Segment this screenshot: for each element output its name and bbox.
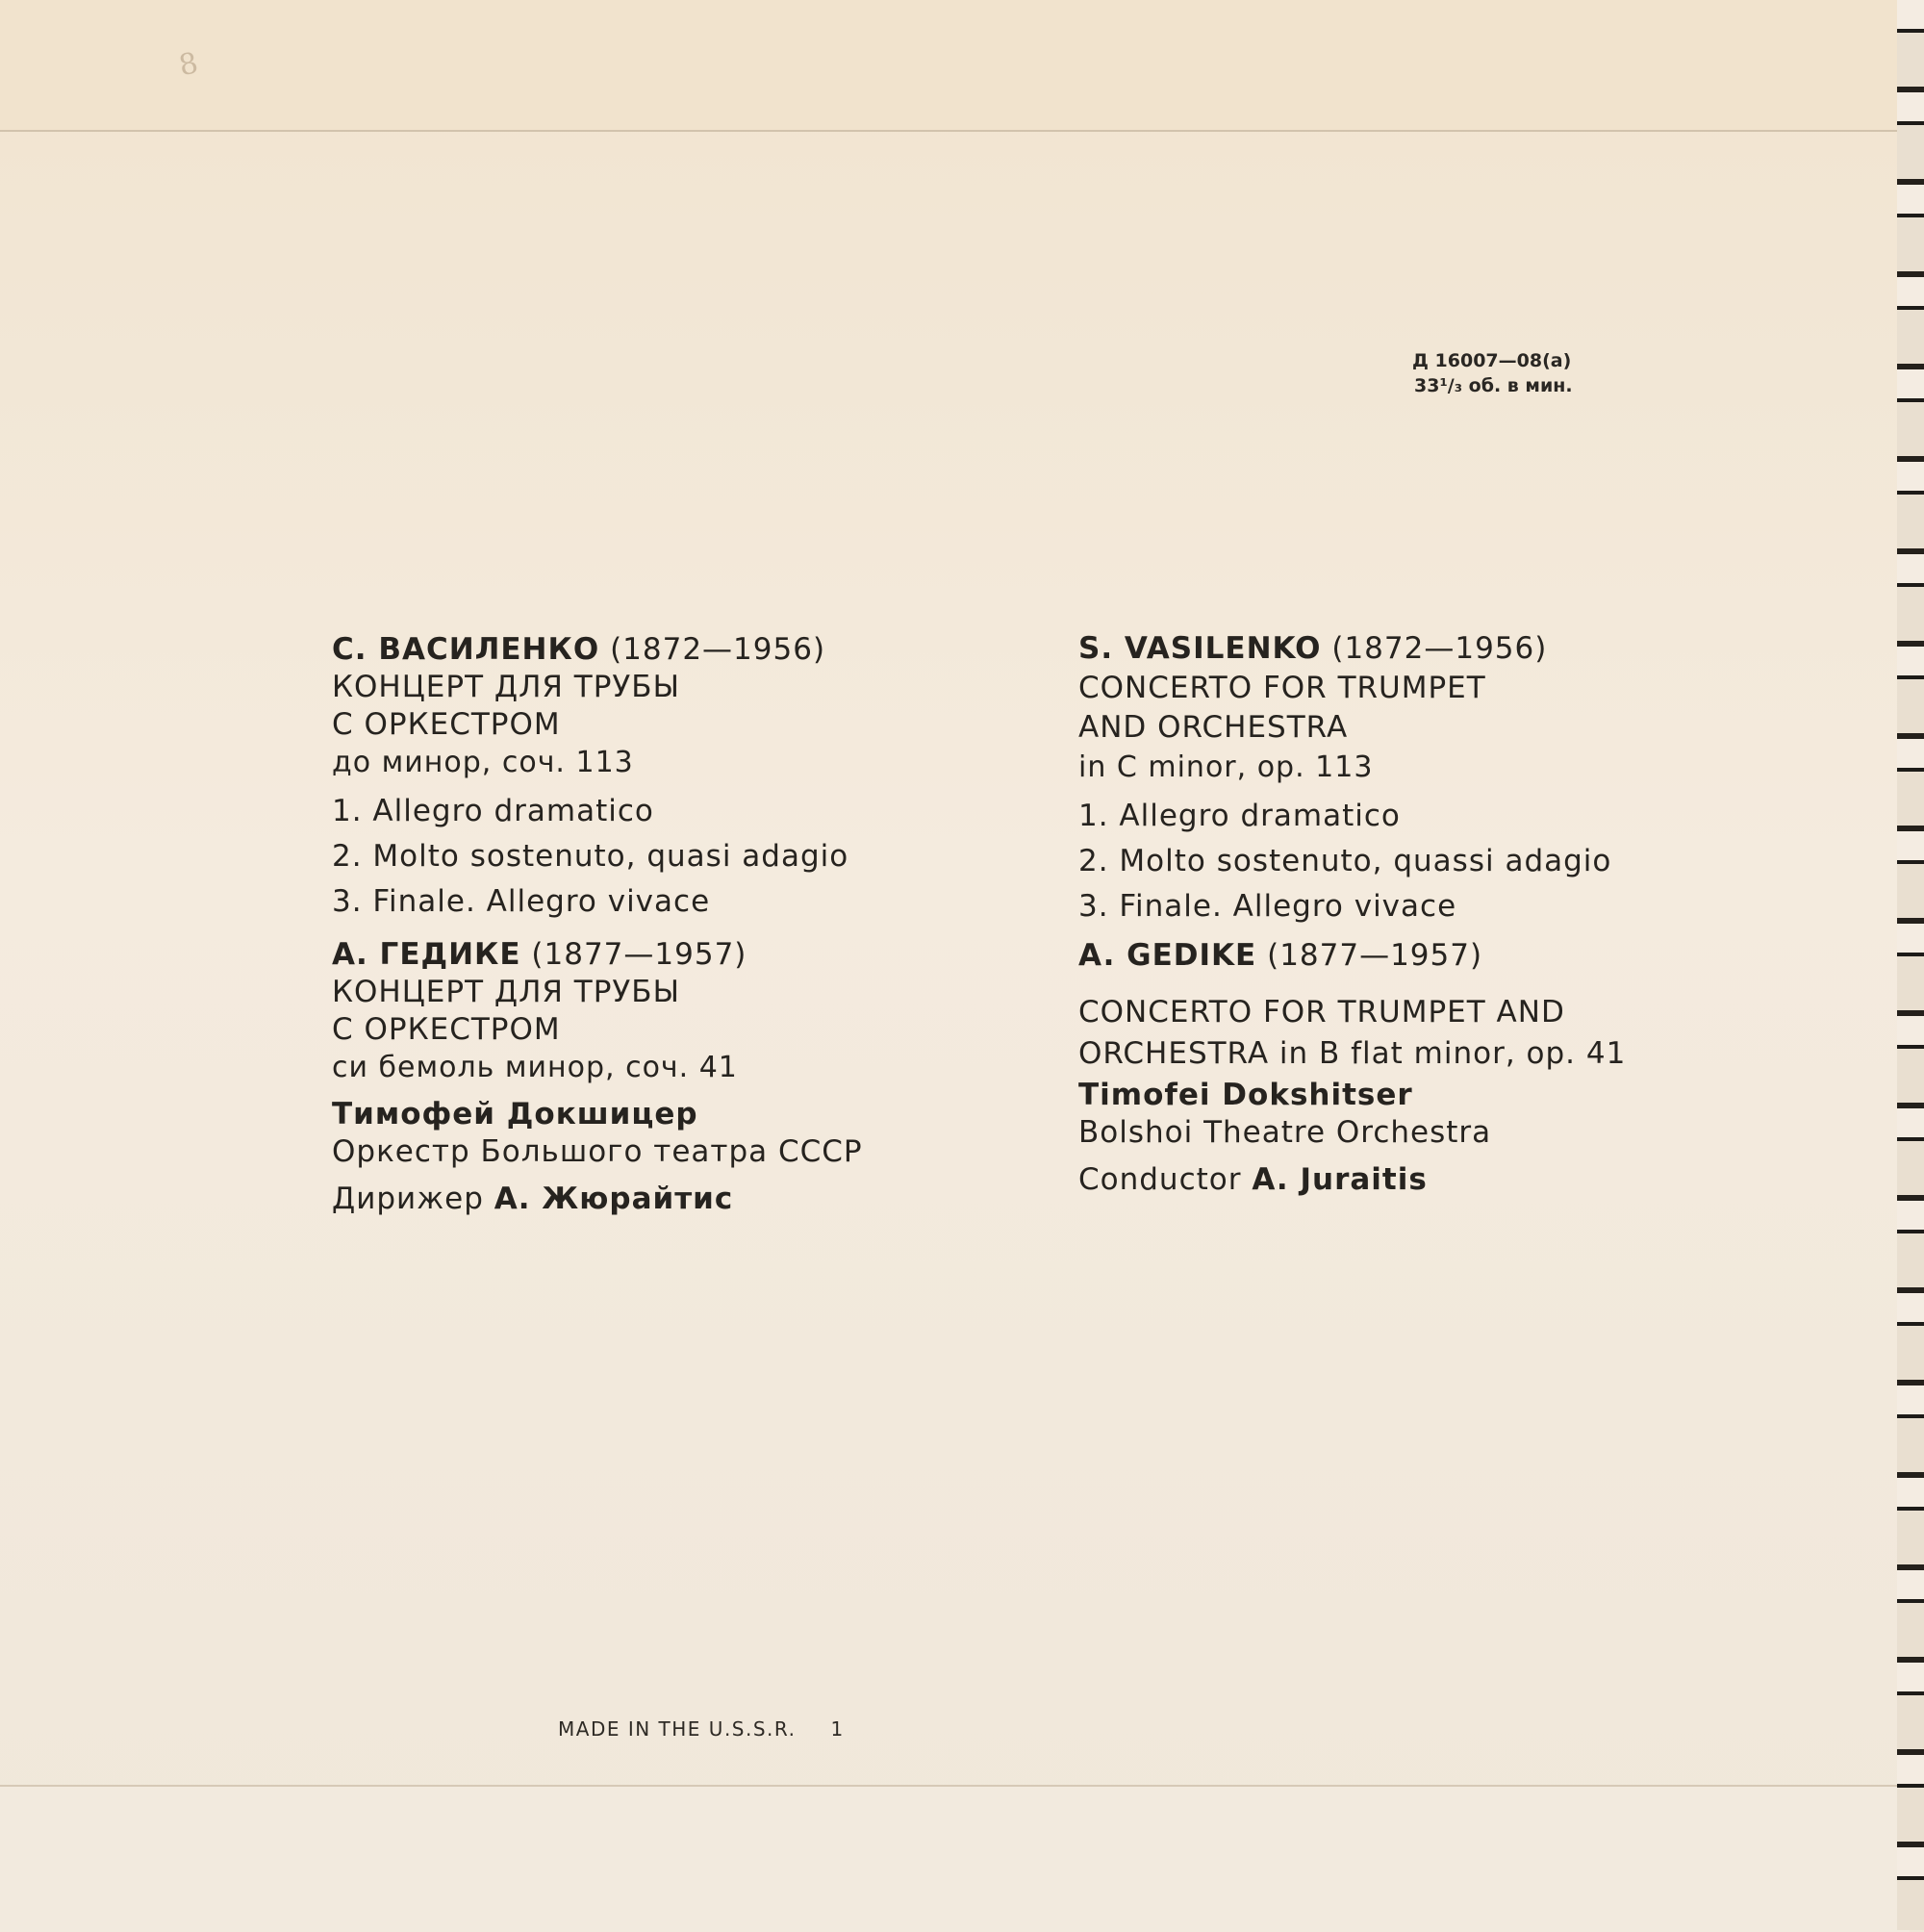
pencil-mark-icon: 8 xyxy=(176,46,202,84)
work1-title-line2: С ОРКЕСТРОМ xyxy=(332,707,561,742)
soloist: Тимофей Докшицер xyxy=(332,1097,698,1131)
playback-speed: 33¹/₃ об. в мин. xyxy=(1414,375,1573,396)
movement-3: 3. Finale. Allegro vivace xyxy=(1078,889,1457,924)
composer1-name: С. ВАСИЛЕНКО xyxy=(332,632,600,667)
movement-2: 2. Molto sostenuto, quassi adagio xyxy=(1078,844,1612,878)
right-edge xyxy=(1897,0,1924,1930)
orchestra: Bolshoi Theatre Orchestra xyxy=(1078,1115,1492,1150)
composer2-dates: (1877—1957) xyxy=(1267,938,1483,973)
composer1-heading xyxy=(332,631,863,669)
composer1-dates: (1872—1956) xyxy=(610,632,826,667)
work2-title-line1: CONCERTO FOR TRUMPET AND xyxy=(1078,995,1565,1030)
top-flap xyxy=(0,0,1897,132)
work2-title-line1: КОНЦЕРТ ДЛЯ ТРУБЫ xyxy=(332,975,680,1009)
bottom-flap xyxy=(0,1785,1910,1932)
movement-3: 3. Finale. Allegro vivace xyxy=(332,884,711,919)
composer2-heading xyxy=(332,936,863,974)
conductor-line xyxy=(1078,1161,1626,1199)
page-number: 1 xyxy=(830,1717,845,1741)
composer2-heading xyxy=(1078,937,1626,975)
english-credits xyxy=(1078,630,1626,1199)
soloist: Timofei Dokshitser xyxy=(1078,1078,1413,1112)
movement-1: 1. Allegro dramatico xyxy=(1078,799,1401,833)
conductor-label: Дирижер xyxy=(332,1182,484,1216)
catalog-info xyxy=(1412,348,1573,398)
made-in-label: MADE IN THE U.S.S.R. xyxy=(558,1717,797,1741)
conductor-name: А. Жюрайтис xyxy=(494,1182,734,1216)
movement-1: 1. Allegro dramatico xyxy=(332,794,654,828)
composer1-heading xyxy=(1078,630,1626,668)
composer1-name: S. VASILENKO xyxy=(1078,631,1322,666)
russian-credits xyxy=(332,631,863,1218)
composer2-name: А. ГЕДИКЕ xyxy=(332,937,521,972)
work1-title-line2: AND ORCHESTRA xyxy=(1078,710,1349,745)
work2-title-line2: ORCHESTRA in B flat minor, op. 41 xyxy=(1078,1036,1627,1071)
composer2-name: A. GEDIKE xyxy=(1078,938,1257,973)
work2-title-line2: С ОРКЕСТРОМ xyxy=(332,1012,561,1047)
composer2-dates: (1877—1957) xyxy=(531,937,747,972)
conductor-line xyxy=(332,1181,863,1218)
work2-key: си бемоль минор, соч. 41 xyxy=(332,1051,738,1084)
orchestra: Оркестр Большого театра СССР xyxy=(332,1134,863,1169)
work1-key: in C minor, op. 113 xyxy=(1078,750,1374,784)
catalog-number: Д 16007—08(а) xyxy=(1412,350,1572,371)
work1-title-line1: КОНЦЕРТ ДЛЯ ТРУБЫ xyxy=(332,670,680,704)
conductor-label: Conductor xyxy=(1078,1162,1242,1197)
work1-title-line1: CONCERTO FOR TRUMPET xyxy=(1078,671,1486,705)
composer1-dates: (1872—1956) xyxy=(1331,631,1548,666)
conductor-name: A. Juraitis xyxy=(1252,1162,1428,1197)
footer xyxy=(558,1717,845,1741)
movement-2: 2. Molto sostenuto, quasi adagio xyxy=(332,839,849,874)
work1-key: до минор, соч. 113 xyxy=(332,746,634,779)
